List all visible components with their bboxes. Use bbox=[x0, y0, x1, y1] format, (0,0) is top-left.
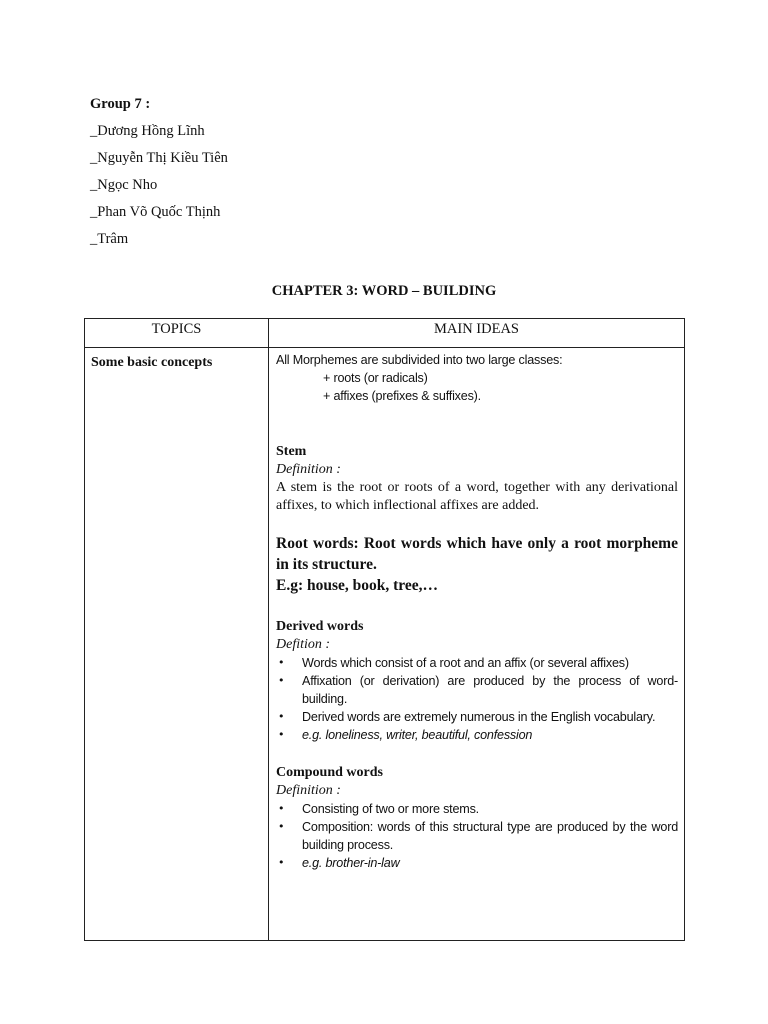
compound-words-example: • e.g. brother-in-law bbox=[276, 854, 678, 872]
content-table bbox=[84, 318, 685, 941]
group-member: _Trâm bbox=[90, 231, 129, 247]
compound-words-list bbox=[276, 800, 678, 872]
group-member: _Phan Võ Quốc Thịnh bbox=[90, 204, 221, 220]
compound-words-definition-label: Definition : bbox=[276, 783, 341, 798]
root-words-heading: Root words bbox=[276, 535, 354, 552]
root-words-text: : Root words which have only a root morpheme in its structure. bbox=[276, 535, 678, 573]
stem-definition: A stem is the root or roots of a word, together with any derivational affixes, to which inflectional affixes are added. bbox=[276, 480, 678, 513]
list-item: • Derived words are extremely numerous in the English vocabulary. bbox=[276, 708, 678, 726]
group-member: _Dương Hồng Lĩnh bbox=[90, 123, 205, 139]
intro-text: All Morphemes are subdivided into two large classes: bbox=[276, 353, 563, 367]
list-item: • Consisting of two or more stems. bbox=[276, 800, 678, 818]
header-main-ideas: MAIN IDEAS bbox=[269, 319, 685, 348]
group-title: Group 7 : bbox=[90, 96, 151, 112]
table-row bbox=[85, 348, 685, 941]
group-member: _Nguyễn Thị Kiều Tiên bbox=[90, 150, 228, 166]
list-item: • Affixation (or derivation) are produced by the process of word-building. bbox=[276, 672, 678, 708]
group-info bbox=[90, 94, 228, 256]
list-item: • Words which consist of a root and an affix (or several affixes) bbox=[276, 654, 678, 672]
stem-heading: Stem bbox=[276, 444, 307, 459]
root-words-paragraph bbox=[276, 533, 678, 575]
compound-words-heading: Compound words bbox=[276, 765, 383, 780]
class-item: + roots (or radicals) bbox=[323, 371, 428, 385]
group-member: _Ngọc Nho bbox=[90, 177, 158, 193]
topic-cell: Some basic concepts bbox=[85, 348, 269, 941]
derived-words-heading: Derived words bbox=[276, 619, 364, 634]
stem-definition-label: Definition : bbox=[276, 462, 341, 477]
chapter-title: CHAPTER 3: WORD – BUILDING bbox=[271, 283, 497, 299]
main-ideas-cell bbox=[269, 348, 685, 941]
header-topics: TOPICS bbox=[85, 319, 269, 348]
derived-words-list bbox=[276, 654, 678, 744]
list-item: • Composition: words of this structural type are produced by the word building process. bbox=[276, 818, 678, 854]
root-words-example: E.g: house, book, tree,… bbox=[276, 577, 439, 594]
table-header-row bbox=[85, 319, 685, 348]
class-item: + affixes (prefixes & suffixes). bbox=[323, 389, 481, 403]
derived-words-example: • e.g. loneliness, writer, beautiful, confession bbox=[276, 726, 678, 744]
derived-words-definition-label: Defition : bbox=[276, 637, 331, 652]
